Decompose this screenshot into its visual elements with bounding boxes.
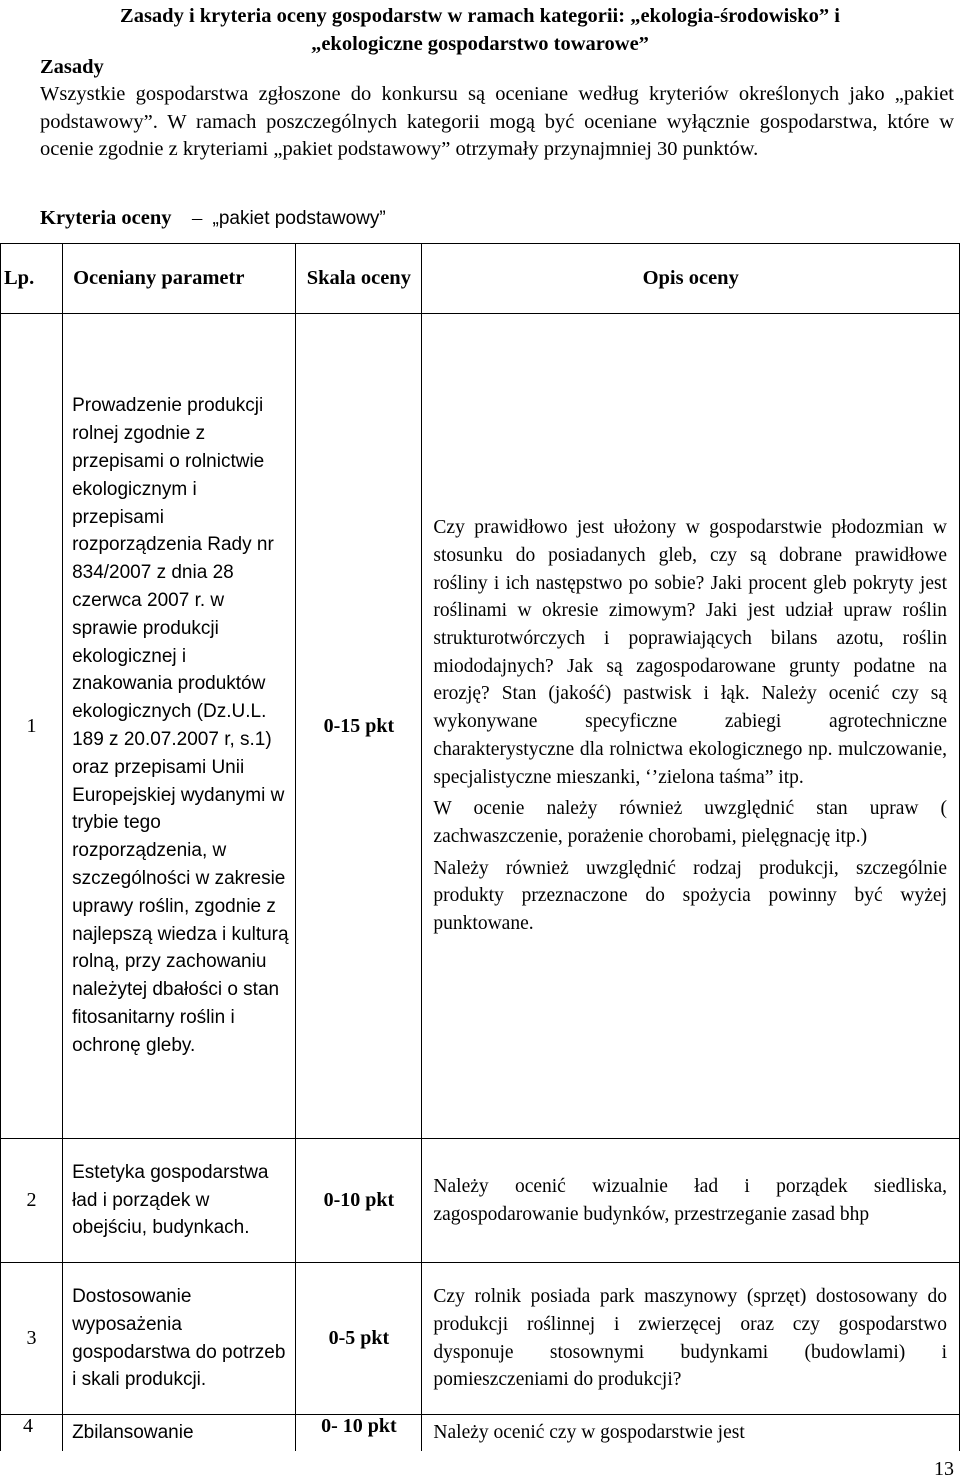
row-opis: Należy ocenić czy w gospodarstwie jest: [422, 1415, 960, 1451]
row-param: Estetyka gospodarstwa ład i porządek w obejściu, budynkach.: [63, 1139, 296, 1263]
title-line-2: „ekologiczne gospodarstwo towarowe”: [311, 33, 649, 55]
intro-paragraph: [40, 81, 954, 164]
row-lp: 4: [1, 1415, 63, 1451]
zasady-heading: Zasady: [40, 56, 104, 78]
row-lp: 2: [1, 1139, 63, 1263]
row-lp: 3: [1, 1263, 63, 1415]
title-line-1: Zasady i kryteria oceny gospodarstw w ramach kategorii: „ekologia-środowisko” i: [120, 5, 840, 27]
header-param: Oceniany parametr: [63, 244, 296, 314]
row-param: Zbilansowanie: [63, 1415, 296, 1451]
page-number: 13: [934, 1458, 954, 1480]
kryteria-heading: [40, 204, 386, 233]
row-skala: 0-5 pkt: [296, 1263, 422, 1415]
kryteria-label: Kryteria oceny: [40, 207, 172, 229]
row-opis-paragraph: Czy prawidłowo jest ułożony w gospodarstwie płodozmian w stosunku do posiadanych gleb, czy są dobrane prawidłowe rośliny i ich następstwo po sobie? Jaki procent gleb pokryty jest roślinami w okresie zimowym? Jaki jest udział upraw roślin strukturotwórczych i poprawiających bilans azotu, roślin miododajnych? Jak są zagospodarowane grunty podatne na erozję? Stan (jakość) pastwisk i łąk. Należy ocenić czy są wykonywane specyficzne zabiegi agrotechniczne charakterystyczne dla rolnictwa ekologicznego np. mulczowanie, specjalistyczne mieszanki, ‘’zielona taśma” itp.: [433, 517, 947, 788]
row-opis: Należy ocenić wizualnie ład i porządek siedliska, zagospodarowanie budynków, przestrzeganie zasad bhp: [422, 1139, 960, 1263]
intro-text: Wszystkie gospodarstwa zgłoszone do konkursu są oceniane według kryteriów określonych jako „pakiet podstawowy”. W ramach poszczególnych kategorii mogą być oceniane wyłącznie gospodarstwa, które w ocenie zgodnie z kryteriami „pakiet podstawowy” otrzymały przynajmniej 30 punktów.: [40, 83, 954, 160]
document-title: [40, 2, 920, 58]
kryteria-pakiet: „pakiet podstawowy”: [212, 208, 386, 229]
row-param: Dostosowanie wyposażenia gospodarstwa do potrzeb i skali produkcji.: [63, 1263, 296, 1415]
row-skala: 0- 10 pkt: [296, 1415, 422, 1451]
row-lp: 1: [1, 314, 63, 1139]
header-lp: Lp.: [1, 244, 63, 314]
header-skala: Skala oceny: [296, 244, 422, 314]
row-skala: 0-15 pkt: [296, 314, 422, 1139]
table-row: [1, 1415, 960, 1451]
row-opis-paragraph: W ocenie należy również uwzględnić stan upraw ( zachwaszczenie, porażenie chorobami, pielęgnację itp.): [433, 798, 947, 847]
row-param: Prowadzenie produkcji rolnej zgodnie z przepisami o rolnictwie ekologicznym i przepisami rozporządzenia Rady nr 834/2007 z dnia 28 czerwca 2007 r. w sprawie produkcji ekologicznej i znakowania produktów ekologicznych (Dz.U.L. 189 z 20.07.2007 r, s.1) oraz przepisami Unii Europejskiej wydanymi w trybie tego rozporządzenia, w szczególności w zakresie uprawy roślin, zgodnie z najlepszą wiedza i kulturą rolną, przy zachowaniu należytej dbałości o stan fitosanitarny roślin i ochronę gleby.: [63, 314, 296, 1139]
table-header-row: [1, 244, 960, 314]
row-opis: Czy rolnik posiada park maszynowy (sprzęt) dostosowany do produkcji roślinnej i zwierzęcej oraz czy gospodarstwo dysponuje stosownymi budynkami (budowlami) i pomieszczeniami do produkcji?: [422, 1263, 960, 1415]
header-opis: Opis oceny: [422, 244, 960, 314]
kryteria-dash: –: [192, 207, 203, 229]
row-skala: 0-10 pkt: [296, 1139, 422, 1263]
table-row: [1, 1139, 960, 1263]
criteria-table: [0, 243, 960, 1451]
row-opis: [422, 314, 960, 1139]
table-row: [1, 314, 960, 1139]
row-opis-paragraph: Należy również uwzględnić rodzaj produkcji, szczególnie produkty przeznaczone do spożycia powinny być wyżej punktowane.: [433, 857, 947, 935]
table-row: [1, 1263, 960, 1415]
